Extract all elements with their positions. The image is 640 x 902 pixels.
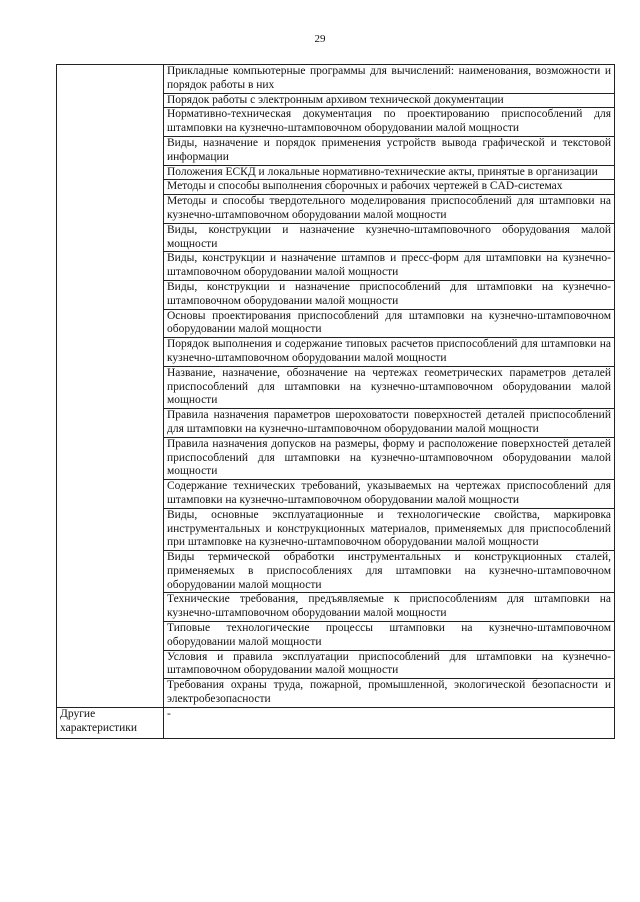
row-text: Виды, основные эксплуатационные и технологические свойства, маркировка инструментальных и конструкционных материалов, применяемых для приспособлений при штамповке на кузнечно-штамповочном оборудовании малой мощности <box>167 508 611 549</box>
other-characteristics-value: - <box>164 707 615 738</box>
row-text: Методы и способы выполнения сборочных и рабочих чертежей в CAD-системах <box>167 180 563 193</box>
row-text: Нормативно-техническая документация по проектированию приспособлений для штамповки на кузнечно-штамповочном оборудовании малой мощности <box>167 108 611 135</box>
table-row <box>57 65 615 94</box>
table-cell <box>164 366 615 408</box>
table-cell <box>164 309 615 338</box>
row-text: Правила назначения допусков на размеры, форму и расположение поверхностей деталей приспособлений для штамповки на кузнечно-штамповочном оборудовании малой мощности <box>167 437 611 478</box>
table-cell <box>164 252 615 281</box>
table-cell <box>164 280 615 309</box>
row-text: Название, назначение, обозначение на чертежах геометрических параметров деталей приспособлений для штамповки на кузнечно-штамповочном оборудовании малой мощности <box>167 366 611 407</box>
row-text: Основы проектирования приспособлений для штамповки на кузнечно-штамповочном оборудовании малой мощности <box>167 309 611 336</box>
other-characteristics-label-cell <box>57 707 164 738</box>
table-cell <box>164 593 615 622</box>
table-cell <box>164 223 615 252</box>
table-cell <box>164 108 615 137</box>
row-text: Порядок выполнения и содержание типовых расчетов приспособлений для штамповки на кузнечно-штамповочном оборудовании малой мощности <box>167 338 611 364</box>
row-text: Виды, конструкции и назначение кузнечно-штамповочного оборудования малой мощности <box>167 223 611 250</box>
section-label-cell <box>57 65 164 708</box>
table-cell <box>164 195 615 224</box>
other-characteristics-label-line2: характеристики <box>60 721 138 734</box>
table-cell <box>164 508 615 550</box>
table-cell <box>164 65 615 94</box>
table-cell <box>164 93 615 108</box>
table-cell <box>164 437 615 479</box>
row-text: Методы и способы твердотельного моделирования приспособлений для штамповки на кузнечно-штамповочном оборудовании малой мощности <box>167 195 611 221</box>
table-cell <box>164 650 615 679</box>
row-text: Условия и правила эксплуатации приспособлений для штамповки на кузнечно-штамповочном оборудовании малой мощности <box>167 650 611 677</box>
row-text: Технические требования, предъявляемые к приспособлениям для штамповки на кузнечно-штамповочном оборудовании малой мощности <box>167 593 611 620</box>
row-text: Порядок работы с электронным архивом технической документации <box>167 93 504 106</box>
table-cell <box>164 136 615 165</box>
table-cell <box>164 551 615 593</box>
table-cell <box>164 622 615 651</box>
row-text: Виды термической обработки инструментальных и конструкционных сталей, применяемых в приспособлениях для штамповки на кузнечно-штамповочном оборудовании малой мощности <box>167 551 611 591</box>
page-number: 29 <box>314 33 326 45</box>
table-cell <box>164 180 615 195</box>
table-cell <box>164 480 615 509</box>
table-cell <box>164 338 615 367</box>
row-text: Содержание технических требований, указываемых на чертежах приспособлений для штамповки на кузнечно-штамповочном оборудовании малой мощности <box>167 480 611 506</box>
table-cell <box>164 679 615 708</box>
row-text: Положения ЕСКД и локальные нормативно-технические акты, принятые в организации <box>167 165 598 178</box>
other-characteristics-row <box>57 707 615 738</box>
row-text: Прикладные компьютерные программы для вычислений: наименования, возможности и порядок работы в них <box>167 65 611 91</box>
table-cell <box>164 165 615 180</box>
row-text: Виды, назначение и порядок применения устройств вывода графической и текстовой информации <box>167 136 611 163</box>
row-text: Виды, конструкции и назначение приспособлений для штамповки на кузнечно-штамповочном оборудовании малой мощности <box>167 280 611 307</box>
row-text: Виды, конструкции и назначение штампов и пресс-форм для штамповки на кузнечно-штамповочном оборудовании малой мощности <box>167 252 611 279</box>
other-characteristics-label-line1: Другие <box>60 707 96 720</box>
requirements-table <box>56 64 615 739</box>
row-text: Требования охраны труда, пожарной, промышленной, экологической безопасности и электробезопасности <box>167 679 611 706</box>
table-cell <box>164 409 615 438</box>
row-text: Правила назначения параметров шероховатости поверхностей деталей приспособлений для штамповки на кузнечно-штамповочном оборудовании малой мощности <box>167 409 611 435</box>
row-text: Типовые технологические процессы штамповки на кузнечно-штамповочном оборудовании малой мощности <box>167 622 611 648</box>
